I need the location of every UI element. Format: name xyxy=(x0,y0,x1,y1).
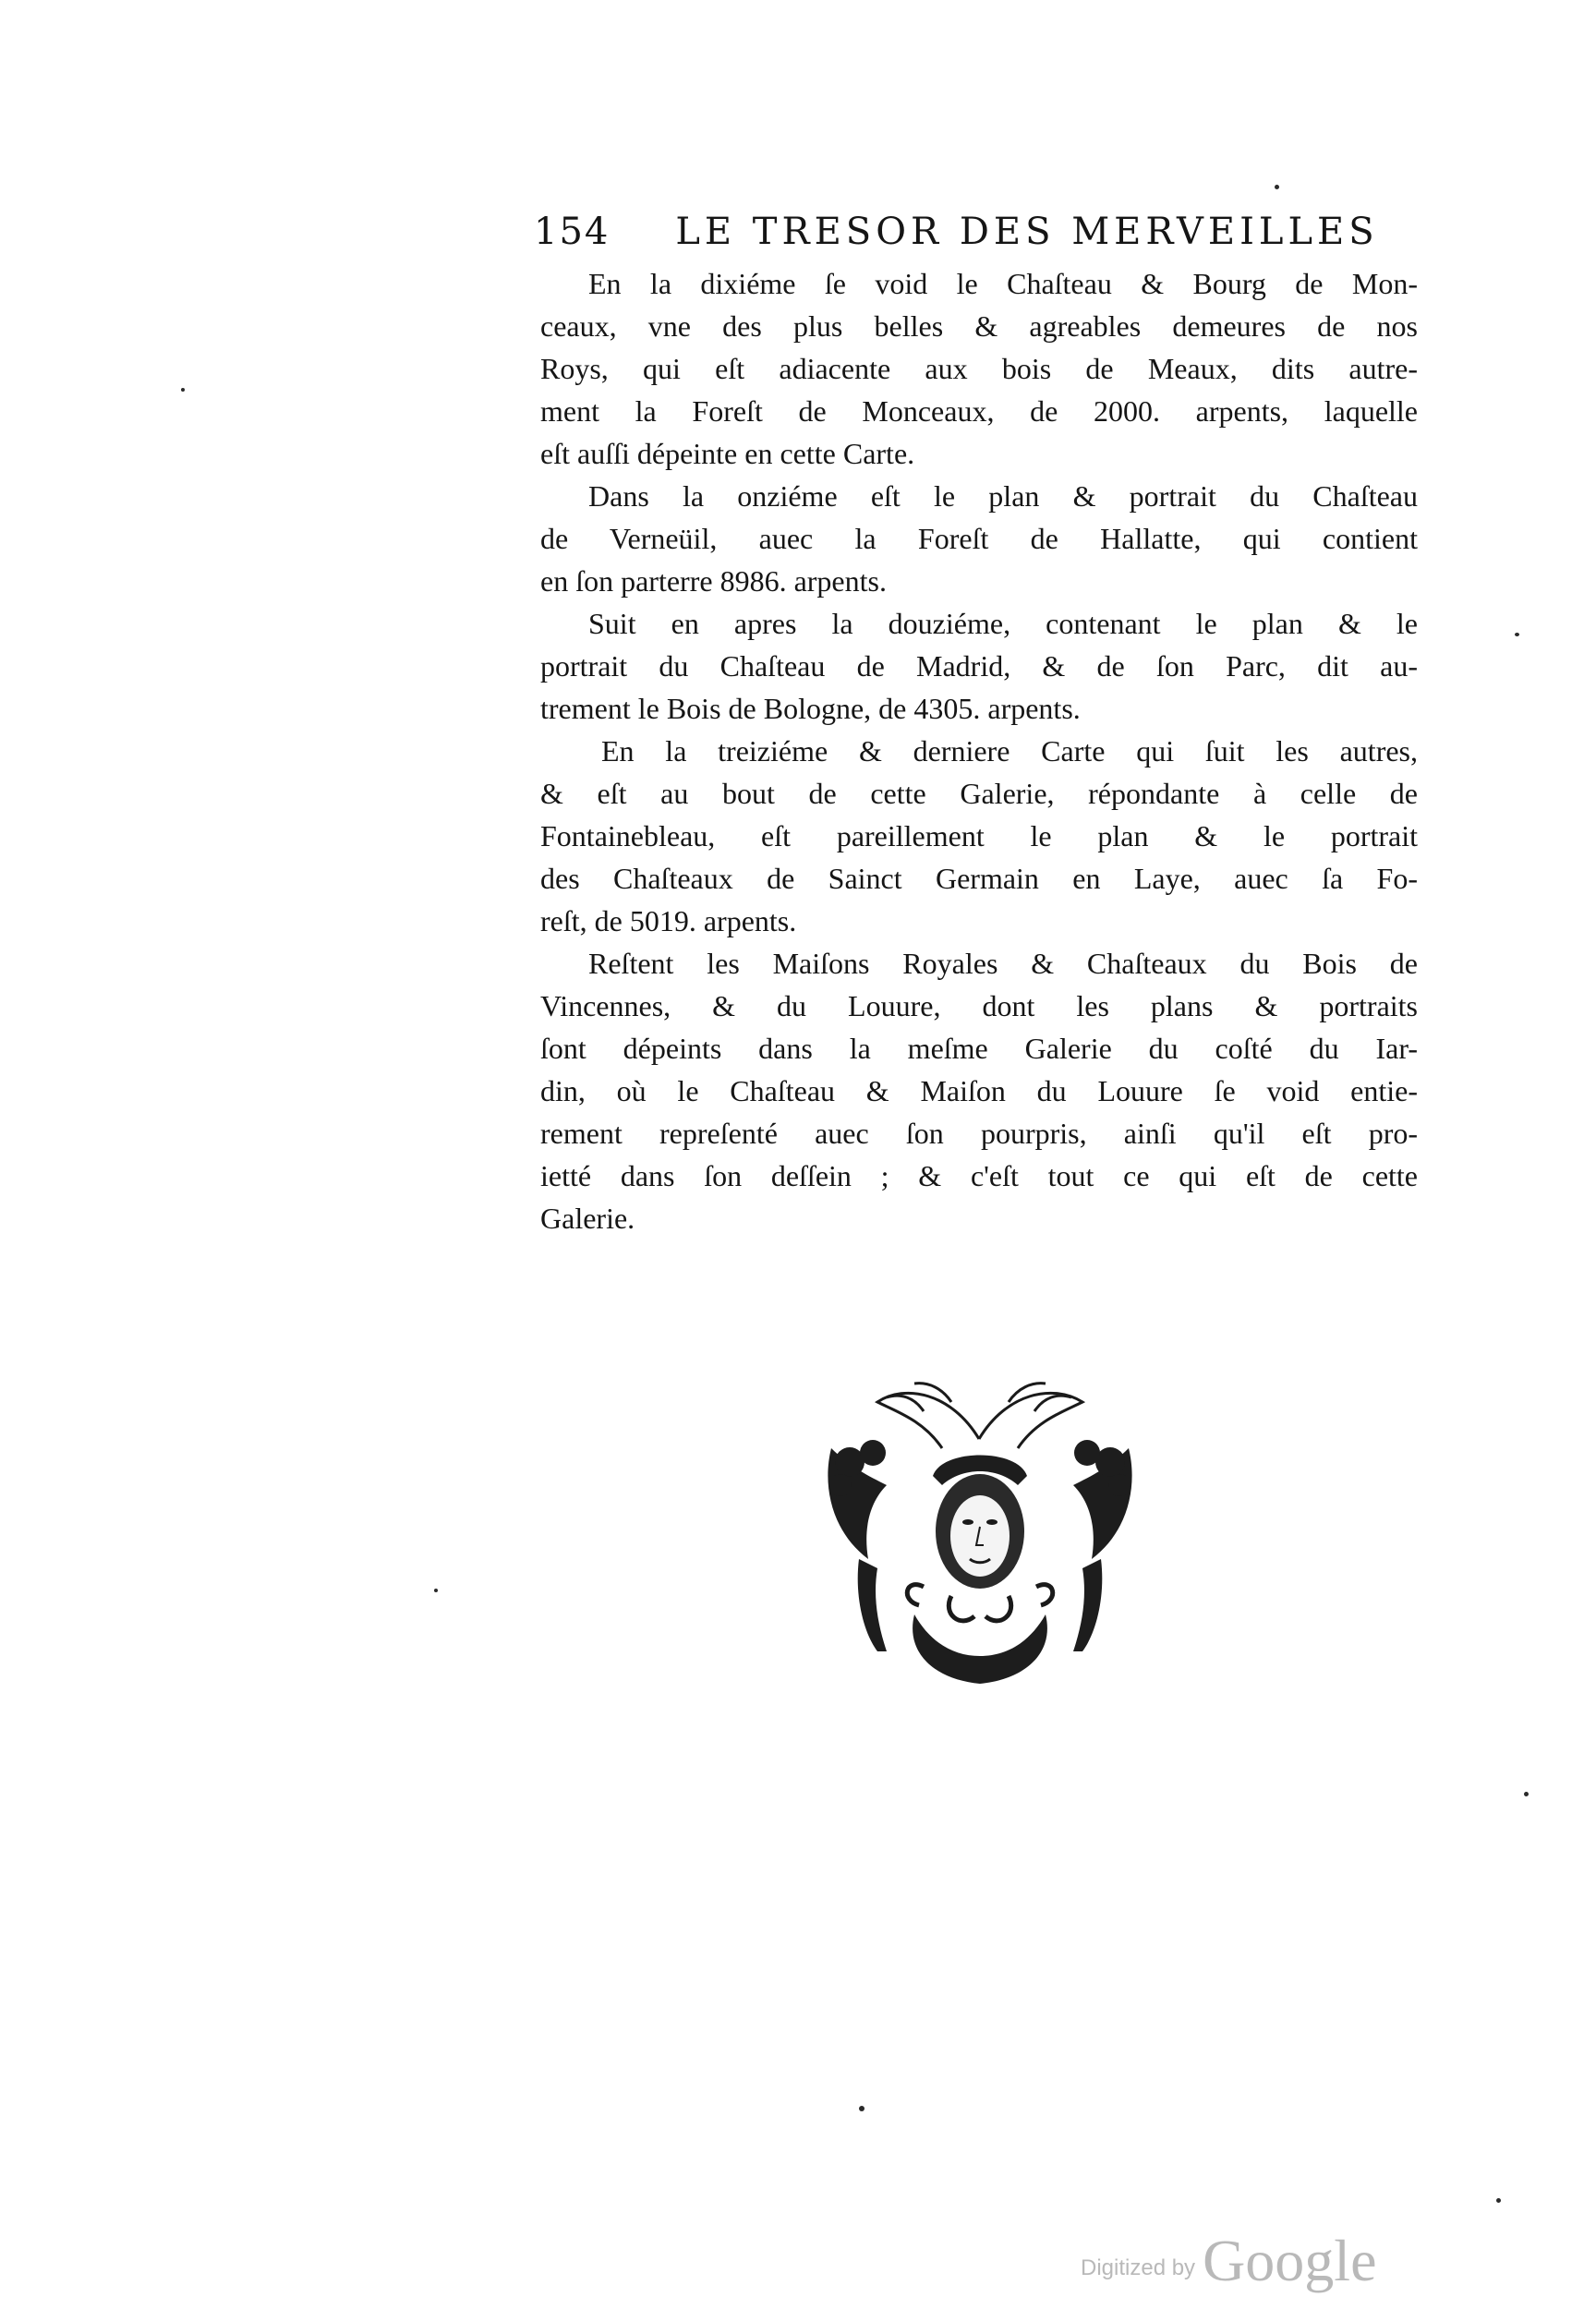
text-line: de Verneüil, auec la Foreſt de Hallatte, qui contient xyxy=(540,522,1418,555)
scan-speck xyxy=(1496,2198,1501,2203)
text-line: din, où le Chaſteau & Maiſon du Louure ſe void entie- xyxy=(540,1074,1418,1107)
text-line: En la treiziéme & derniere Carte qui ſuit les autres, xyxy=(601,734,1418,768)
text-line: ſont dépeints dans la meſme Galerie du coſté du Iar- xyxy=(540,1032,1418,1065)
text-line: des Chaſteaux de Sainct Germain en Laye, auec ſa Fo- xyxy=(540,862,1418,895)
text-line: portrait du Chaſteau de Madrid, & de ſon Parc, dit au- xyxy=(540,649,1418,683)
digitized-watermark xyxy=(1081,2217,1413,2291)
paragraph-2 xyxy=(540,475,1418,602)
text-line: Roys, qui eſt adiacente aux bois de Meaux, dits autre- xyxy=(540,352,1418,385)
text-line: eſt auſſi dépeinte en cette Carte. xyxy=(540,437,915,470)
text-line: En la dixiéme ſe void le Chaſteau & Bourg de Mon- xyxy=(588,267,1418,300)
text-line: ment la Foreſt de Monceaux, de 2000. arpents, laquelle xyxy=(540,394,1418,428)
paragraph-3 xyxy=(540,602,1418,730)
text-line: rement repreſenté auec ſon pourpris, ainſi qu'il eſt pro- xyxy=(540,1117,1418,1150)
scan-speck xyxy=(1275,185,1279,189)
scan-speck xyxy=(434,1589,438,1592)
body-text xyxy=(540,262,1418,1239)
text-line: & eſt au bout de cette Galerie, répondante à celle de xyxy=(540,777,1418,810)
paragraph-4 xyxy=(540,730,1418,942)
text-line: Vincennes, & du Louure, dont les plans & portraits xyxy=(540,989,1418,1022)
text-line: ietté dans ſon deſſein ; & c'eſt tout ce qui eſt de cette xyxy=(540,1159,1418,1192)
text-line: ceaux, vne des plus belles & agreables demeures de nos xyxy=(540,309,1418,343)
mask-face xyxy=(936,1474,1024,1589)
scan-speck xyxy=(1515,633,1519,636)
scan-speck xyxy=(181,388,185,392)
running-title: LE TRESOR DES MERVEILLES xyxy=(675,211,1379,253)
page-number: 154 xyxy=(534,211,611,253)
paragraph-5 xyxy=(540,942,1418,1239)
digitized-label: Digitized by xyxy=(1081,2255,1196,2280)
text-line: Fontainebleau, eſt pareillement le plan & le portrait xyxy=(540,819,1418,852)
text-line: Galerie. xyxy=(540,1202,635,1235)
google-logo: Google xyxy=(1203,2228,1377,2293)
scan-speck xyxy=(859,2106,864,2111)
text-line: Suit en apres la douziéme, contenant le plan & le xyxy=(588,607,1418,640)
text-line: Reſtent les Maiſons Royales & Chaſteaux du Bois de xyxy=(588,947,1418,980)
text-line: en ſon parterre 8986. arpents. xyxy=(540,564,887,598)
text-line: Dans la onziéme eſt le plan & portrait du Chaſteau xyxy=(588,479,1418,513)
paragraph-1 xyxy=(540,262,1418,475)
text-line: reſt, de 5019. arpents. xyxy=(540,904,797,937)
text-line: trement le Bois de Bologne, de 4305. arpents. xyxy=(540,692,1081,725)
scan-speck xyxy=(1524,1792,1529,1796)
running-head xyxy=(534,211,1419,262)
woodcut-ornament xyxy=(813,1374,1147,1688)
